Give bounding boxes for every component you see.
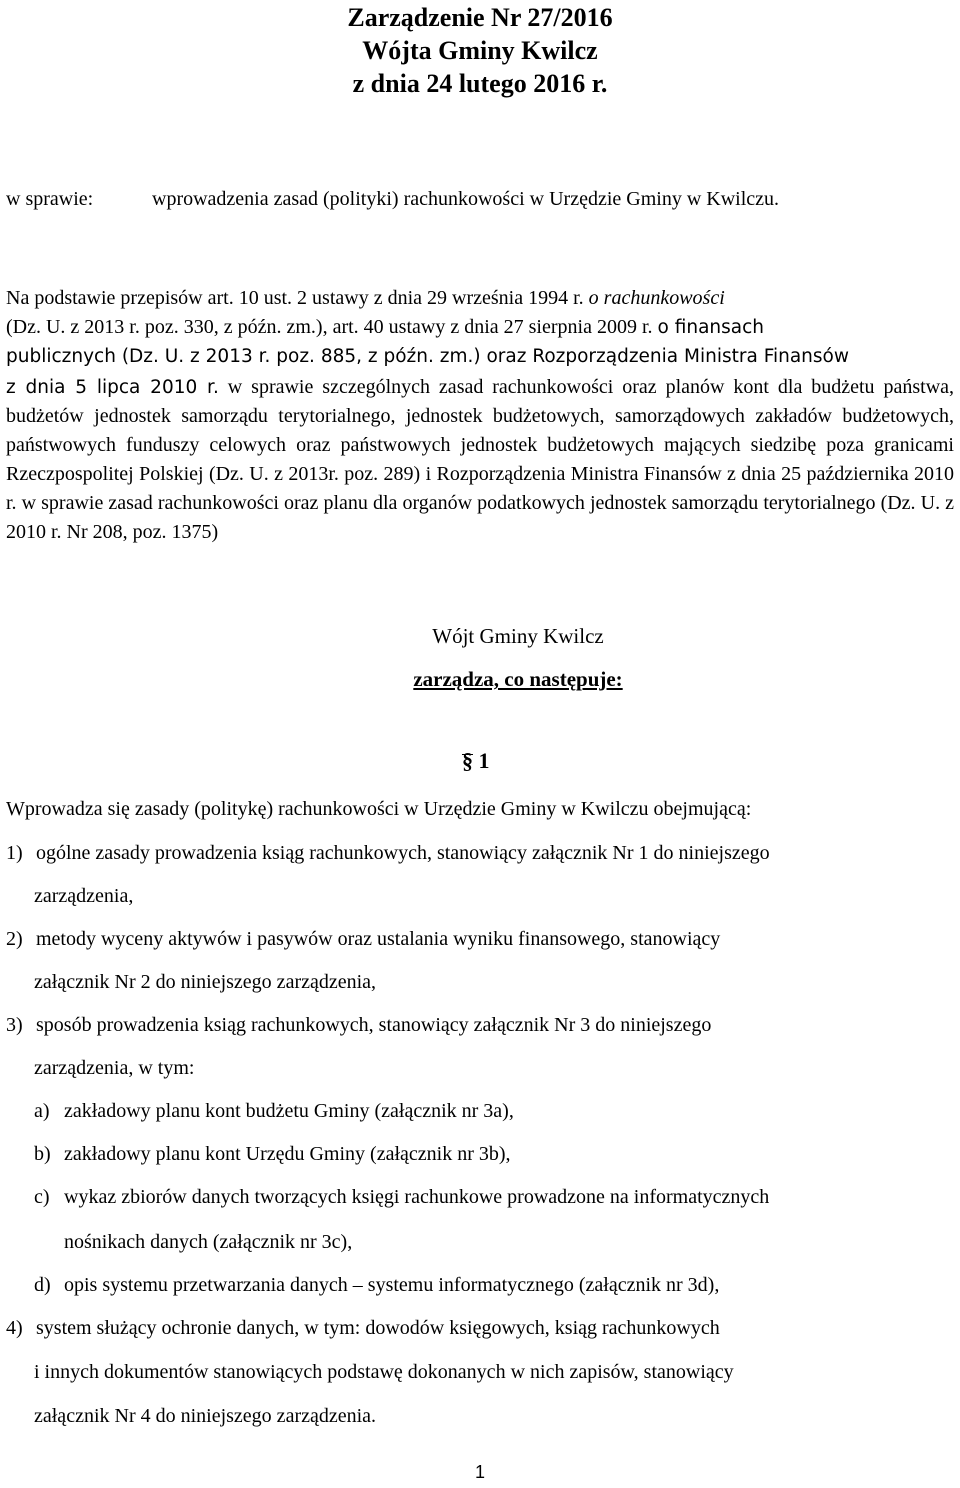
list-item-1-cont: zarządzenia, <box>34 885 134 907</box>
list-item-4-cont-2: załącznik Nr 4 do niniejszego zarządzenia. <box>34 1405 377 1427</box>
sublist-item-c-cont: nośnikach danych (załącznik nr 3c), <box>64 1231 353 1253</box>
intro-text: Wprowadza się zasady (politykę) rachunkowości w Urzędzie Gminy w Kwilczu obejmującą: <box>6 798 752 820</box>
subject-text: wprowadzenia zasad (polityki) rachunkowości w Urzędzie Gminy w Kwilczu. <box>152 188 780 210</box>
document-date: z dnia 24 lutego 2016 r. <box>352 69 608 98</box>
list-item-4-cont-1: i innych dokumentów stanowiących podstawę dokonanych w nich zapisów, stanowiący <box>34 1361 734 1383</box>
basis-paragraph: z dnia 5 lipca 2010 r. w sprawie szczególnych zasad rachunkowości oraz planów kont dla budżetu państwa, budżetów jednostek samorządu terytorialnego, jednostek budżetowych, samorządowych zakładów budżetowych, państwowych funduszy celowych oraz państwowych jednostek budżetowych mających siedzibę poza granicami Rzeczpospolitej Polskiej (Dz. U. z 2013r. poz. 289) i Rozporządzenia Ministra Finansów z dnia 25 października 2010 r. w sprawie zasad rachunkowości oraz planu dla organów podatkowych jednostek samorządu terytorialnego (Dz. U. z 2010 r. Nr 208, poz. 1375) <box>6 376 955 543</box>
basis-line-1: Na podstawie przepisów art. 10 ust. 2 ustawy z dnia 29 września 1994 r. o rachunkowości <box>6 287 725 309</box>
document-title: Zarządzenie Nr 27/2016 <box>347 3 613 32</box>
sublist-item-b: b) zakładowy planu kont Urzędu Gminy (załącznik nr 3b), <box>34 1143 511 1165</box>
page-number: 1 <box>474 1462 485 1482</box>
sublist-item-d: d) opis systemu przetwarzania danych – systemu informatycznego (załącznik nr 3d), <box>34 1274 720 1296</box>
list-item-2: 2) metody wyceny aktywów i pasywów oraz ustalania wyniku finansowego, stanowiący <box>6 928 721 950</box>
list-item-2-cont: załącznik Nr 2 do niniejszego zarządzenia, <box>34 971 377 993</box>
subject-label: w sprawie: <box>6 188 94 210</box>
list-item-4: 4) system służący ochronie danych, w tym: dowodów księgowych, ksiąg rachunkowych <box>6 1317 720 1339</box>
sublist-item-c: c) wykaz zbiorów danych tworzących księgi rachunkowe prowadzone na informatycznych <box>34 1186 770 1208</box>
list-item-1: 1) ogólne zasady prowadzenia ksiąg rachunkowych, stanowiący załącznik Nr 1 do niniejszego <box>6 842 770 864</box>
section-symbol: § <box>462 748 473 773</box>
decree-heading: zarządza, co następuje: <box>413 667 623 691</box>
section-number: 1 <box>478 748 490 773</box>
section-heading <box>462 748 490 774</box>
basis-line-3: publicznych (Dz. U. z 2013 r. poz. 885, z późn. zm.) oraz Rozporządzenia Ministra Finansów <box>6 346 849 367</box>
authority: Wójt Gminy Kwilcz <box>432 624 604 648</box>
list-item-3-cont: zarządzenia, w tym: <box>34 1057 195 1079</box>
list-item-3: 3) sposób prowadzenia ksiąg rachunkowych, stanowiący załącznik Nr 3 do niniejszego <box>6 1014 712 1036</box>
document-issuer: Wójta Gminy Kwilcz <box>362 36 598 65</box>
basis-line-2: (Dz. U. z 2013 r. poz. 330, z późn. zm.), art. 40 ustawy z dnia 27 sierpnia 2009 r. o finansach <box>6 316 765 338</box>
sublist-item-a: a) zakładowy planu kont budżetu Gminy (załącznik nr 3a), <box>34 1100 514 1122</box>
